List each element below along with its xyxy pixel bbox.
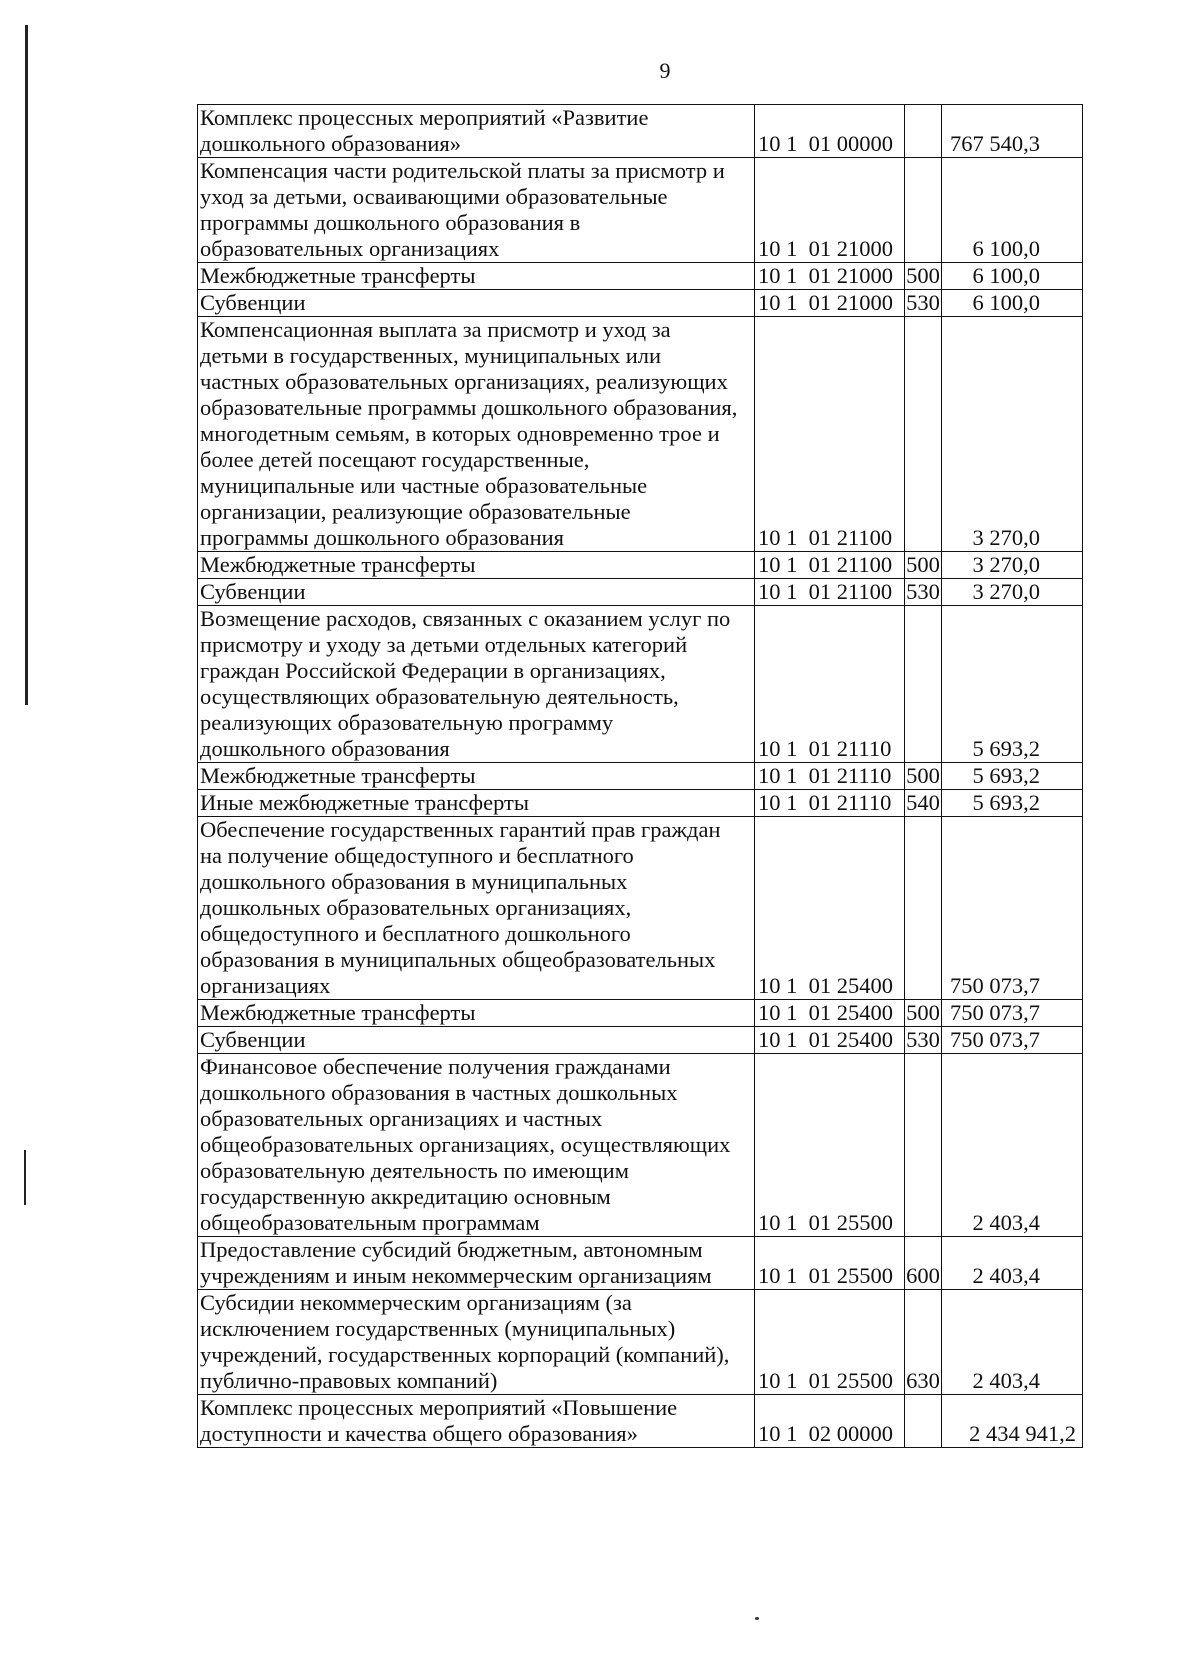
row-expense-type [905, 606, 942, 763]
row-expense-type [905, 817, 942, 1000]
row-amount: 3 270,0 [942, 579, 1083, 606]
row-expense-type: 530 [906, 290, 940, 315]
table-row [198, 1027, 1083, 1054]
row-name: Обеспечение государственных гарантий прав граждан на получение общедоступного и бесплатного дошкольного образования в муниципальных дошкольных образовательных организациях, общедоступного и бесплатного дошкольного образования в муниципальных общеобразовательных организациях [198, 817, 755, 1000]
row-target-code: 10 1 01 25500 [755, 1290, 905, 1395]
row-name: Межбюджетные трансферты [198, 263, 755, 290]
row-target-code: 10 1 01 21000 [755, 158, 905, 263]
row-target-code: 10 1 01 25400 [755, 817, 905, 1000]
row-target-code: 10 1 01 21100 [755, 317, 905, 552]
row-target-code: 10 1 01 21110 [755, 606, 905, 763]
row-target-code: 10 1 01 21000 [755, 263, 905, 290]
table-row [198, 1000, 1083, 1027]
row-name: Межбюджетные трансферты [198, 1000, 755, 1027]
row-target-code: 10 1 01 21110 [755, 763, 905, 790]
table-row [198, 290, 1083, 317]
row-target-code: 10 1 01 25500 [755, 1054, 905, 1237]
table-row [198, 1054, 1083, 1237]
budget-table [197, 104, 1083, 1448]
row-expense-type: 530 [906, 1027, 940, 1052]
table-row [198, 817, 1083, 1000]
row-amount: 2 403,4 [942, 1054, 1083, 1237]
row-name: Компенсация части родительской платы за присмотр и уход за детьми, осваивающими образовательные программы дошкольного образования в образовательных организациях [198, 158, 755, 263]
row-target-code: 10 1 01 25400 [755, 1000, 905, 1027]
scan-speck [755, 1617, 759, 1620]
table-row [198, 579, 1083, 606]
table-row [198, 790, 1083, 817]
scan-edge-line-top [25, 25, 28, 705]
row-amount: 2 403,4 [942, 1237, 1083, 1290]
row-target-code: 10 1 01 00000 [755, 105, 905, 158]
table-row [198, 1290, 1083, 1395]
row-name: Субвенции [198, 290, 755, 317]
scan-edge-line-bottom [24, 1150, 26, 1205]
row-target-code: 10 1 02 00000 [755, 1395, 905, 1448]
row-amount: 750 073,7 [942, 817, 1083, 1000]
row-name: Субсидии некоммерческим организациям (за исключением государственных (муниципальных) учреждений, государственных корпораций (компаний), публично-правовых компаний) [198, 1290, 755, 1395]
table-row [198, 317, 1083, 552]
row-amount: 6 100,0 [942, 263, 1083, 290]
table-row [198, 158, 1083, 263]
row-target-code: 10 1 01 21110 [755, 790, 905, 817]
row-amount: 5 693,2 [942, 606, 1083, 763]
row-name: Предоставление субсидий бюджетным, автономным учреждениям и иным некоммерческим организациям [198, 1237, 755, 1290]
row-target-code: 10 1 01 21100 [755, 552, 905, 579]
row-expense-type [905, 1395, 942, 1448]
row-name: Субвенции [198, 579, 755, 606]
row-expense-type [905, 158, 942, 263]
row-amount: 3 270,0 [942, 552, 1083, 579]
row-amount: 750 073,7 [942, 1027, 1083, 1054]
row-expense-type: 530 [906, 579, 940, 604]
row-name: Межбюджетные трансферты [198, 552, 755, 579]
table-row [198, 552, 1083, 579]
row-expense-type: 600 [905, 1237, 942, 1290]
table-row [198, 1237, 1083, 1290]
row-target-code: 10 1 01 21000 [755, 290, 905, 317]
row-name: Финансовое обеспечение получения гражданами дошкольного образования в частных дошкольных образовательных организациях и частных общеобразовательных организациях, осуществляющих образовательную деятельность по имеющим государственную аккредитацию основным общеобразовательным программам [198, 1054, 755, 1237]
row-name: Возмещение расходов, связанных с оказанием услуг по присмотру и уходу за детьми отдельных категорий граждан Российской Федерации в организациях, осуществляющих образовательную деятельность, реализующих образовательную программу дошкольного образования [198, 606, 755, 763]
row-expense-type: 500 [906, 1000, 940, 1025]
row-name: Комплекс процессных мероприятий «Развитие дошкольного образования» [198, 105, 755, 158]
table-row [198, 105, 1083, 158]
row-expense-type: 500 [906, 552, 940, 577]
row-amount: 2 403,4 [942, 1290, 1083, 1395]
row-name: Межбюджетные трансферты [198, 763, 755, 790]
row-amount: 750 073,7 [942, 1000, 1083, 1027]
table-row [198, 263, 1083, 290]
row-amount: 5 693,2 [942, 790, 1083, 817]
row-expense-type [905, 1054, 942, 1237]
row-expense-type: 540 [906, 790, 940, 815]
row-name: Иные межбюджетные трансферты [198, 790, 755, 817]
row-amount: 5 693,2 [942, 763, 1083, 790]
row-name: Компенсационная выплата за присмотр и уход за детьми в государственных, муниципальных или частных образовательных организациях, реализующих образовательные программы дошкольного образования, многодетным семьям, в которых одновременно трое и более детей посещают государственные, муниципальные или частные образовательные организации, реализующие образовательные программы дошкольного образования [198, 317, 755, 552]
page-number: 9 [659, 58, 671, 83]
table-row [198, 606, 1083, 763]
row-amount: 2 434 941,2 [942, 1395, 1083, 1448]
row-amount: 6 100,0 [942, 158, 1083, 263]
table-row [198, 1395, 1083, 1448]
row-expense-type [905, 105, 942, 158]
row-target-code: 10 1 01 21100 [755, 579, 905, 606]
row-amount: 6 100,0 [942, 290, 1083, 317]
row-name: Субвенции [198, 1027, 755, 1054]
row-expense-type: 500 [906, 263, 940, 288]
row-expense-type: 500 [906, 763, 940, 788]
row-amount: 767 540,3 [942, 105, 1083, 158]
table-row [198, 763, 1083, 790]
row-name: Комплекс процессных мероприятий «Повышение доступности и качества общего образования» [198, 1395, 755, 1448]
row-expense-type [905, 317, 942, 552]
row-target-code: 10 1 01 25500 [755, 1237, 905, 1290]
row-amount: 3 270,0 [942, 317, 1083, 552]
row-expense-type: 630 [905, 1290, 942, 1395]
row-target-code: 10 1 01 25400 [755, 1027, 905, 1054]
